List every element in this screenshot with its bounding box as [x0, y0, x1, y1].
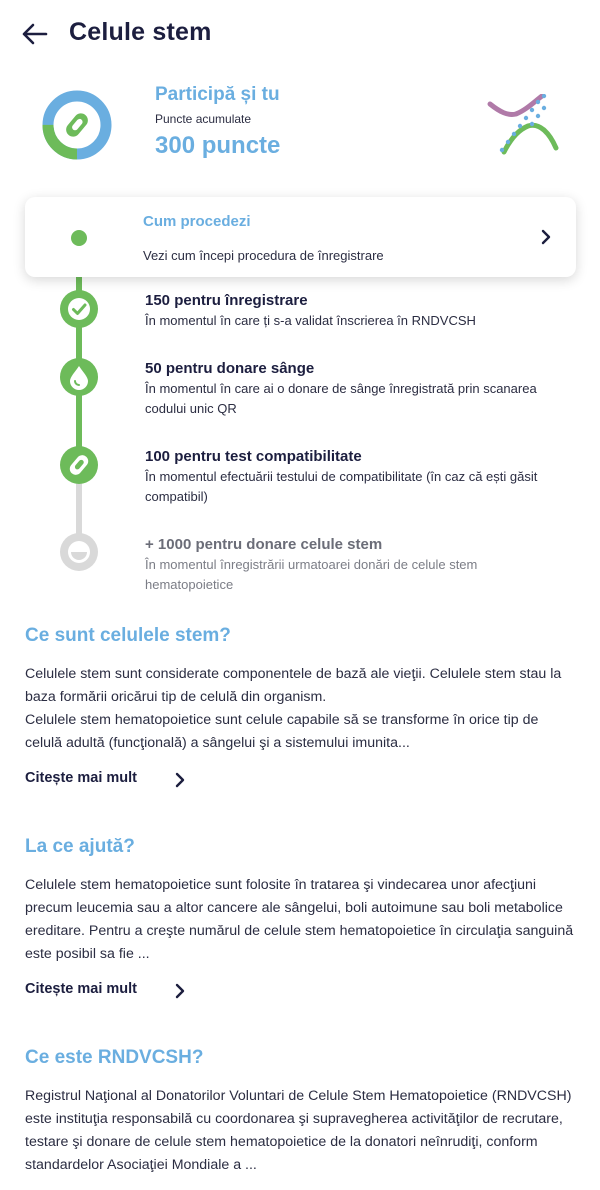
- step-registration: [145, 291, 565, 331]
- procedure-card-description: Vezi cum începi procedura de înregistrare: [143, 248, 384, 263]
- back-button[interactable]: [20, 20, 50, 48]
- stem-cell-icon: [60, 533, 98, 571]
- step-title: + 1000 pentru donare celule stem: [145, 536, 383, 553]
- section-heading: La ce ajută?: [25, 836, 135, 857]
- section-body: Celulele stem sunt considerate componentele de bază ale vieţii. Celulele stem stau la baza formării oricărui tip de celulă din organism. Celulele stem hematopoietice sunt celule capabile să se transforme în orice tip de celulă adultă (funcţională) a sângelui şi a sistemului imunita...: [25, 666, 562, 751]
- step-title: 150 pentru înregistrare: [145, 292, 308, 309]
- step-status-icon: [60, 358, 98, 396]
- chevron-right-icon[interactable]: [174, 983, 186, 999]
- points-summary: [155, 84, 280, 160]
- step-description: În momentul în care ai o donare de sânge înregistrată prin scanarea codului unic QR: [145, 381, 537, 416]
- section-body: Celulele stem hematopoietice sunt folosite în tratarea şi vindecarea unor afecţiuni precum leucemia sau a altor cancere ale sângelui, boli autoimune sau boli metabolice ereditare. Pentru a creşte numărul de celule stem hematopoietice în circulaţia sanguină este posibil sa fie ...: [25, 877, 574, 962]
- read-more-link[interactable]: Citește mai mult: [25, 770, 137, 786]
- blood-drop-icon: [60, 358, 98, 396]
- test-tube-icon: [63, 111, 90, 140]
- chevron-right-icon[interactable]: [174, 772, 186, 788]
- step-stem-cell-donation: [145, 535, 565, 595]
- procedure-card-title: Cum procedezi: [143, 213, 251, 230]
- registry-logo: [486, 94, 560, 156]
- page-title: Celule stem: [69, 18, 212, 46]
- section-body: Registrul Naţional al Donatorilor Voluntari de Celule Stem Hematopoietice (RNDVCSH) este instituţia responsabilă cu coordonarea şi supravegherea activităţilor de recrutare, testare şi donare de celule stem hematopoietice de la donatori neînrudiţi, conform standardelor Asociaţiei Mondiale a ...: [25, 1088, 572, 1173]
- step-status-icon: [60, 446, 98, 484]
- test-tube-icon: [60, 446, 98, 484]
- app-header: [0, 0, 600, 70]
- points-subtitle: Puncte acumulate: [155, 112, 252, 126]
- points-heading: Participă și tu: [155, 84, 280, 105]
- step-description: În momentul în care ți s-a validat înscrierea în RNDVCSH: [145, 313, 476, 328]
- step-status-icon: [60, 533, 98, 571]
- timeline-start-dot: [71, 230, 87, 246]
- section-what-is-rndvcsh: [25, 1047, 577, 1177]
- section-heading: Ce este RNDVCSH?: [25, 1047, 204, 1068]
- points-value: 300 puncte: [155, 132, 281, 159]
- step-description: În momentul efectuării testului de compatibilitate (în caz că ești găsit compatibil): [145, 469, 538, 504]
- read-more-link[interactable]: Citește mai mult: [25, 981, 137, 997]
- procedure-card[interactable]: [25, 197, 576, 277]
- step-blood-donation: [145, 359, 565, 419]
- step-title: 50 pentru donare sânge: [145, 360, 315, 377]
- section-what-are-stem-cells: [25, 625, 577, 755]
- step-status-icon: [60, 290, 98, 328]
- step-description: În momentul înregistrării urmatoarei donări de celule stem hematopoietice: [145, 557, 478, 592]
- step-title: 100 pentru test compatibilitate: [145, 448, 362, 465]
- chevron-right-icon: [539, 228, 553, 246]
- step-compatibility-test: [145, 447, 565, 507]
- section-how-it-helps: [25, 836, 577, 966]
- arrow-left-icon: [20, 20, 50, 48]
- check-icon: [60, 290, 98, 328]
- points-progress-ring: [40, 88, 114, 162]
- section-heading: Ce sunt celulele stem?: [25, 625, 231, 646]
